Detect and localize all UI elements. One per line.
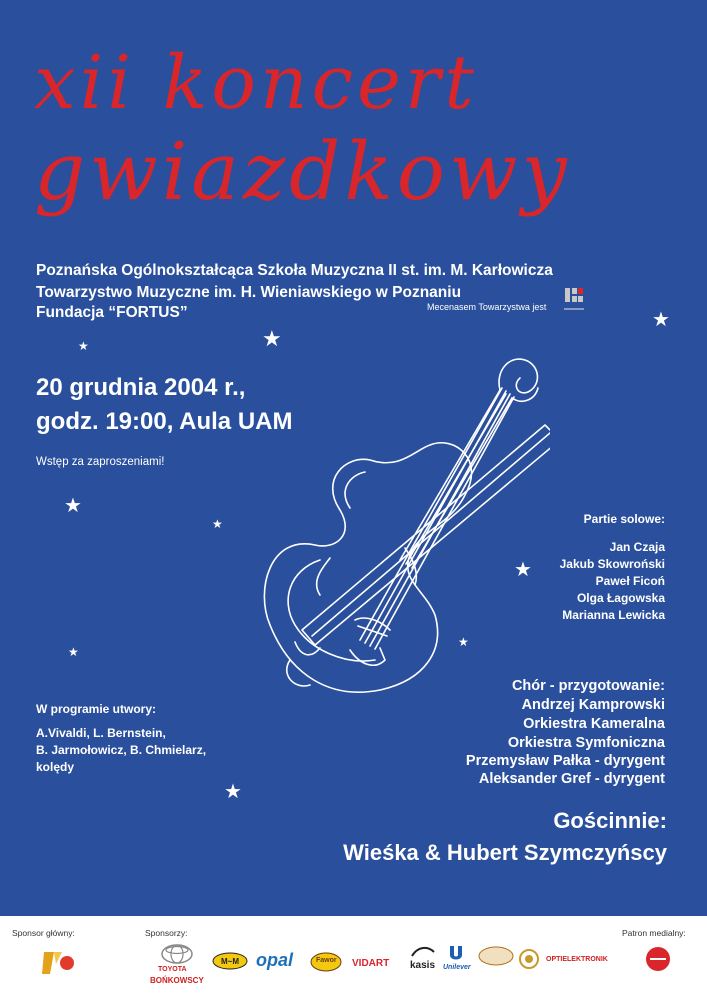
- mm-logo-icon: [212, 952, 248, 970]
- star-icon: ★: [458, 635, 469, 649]
- star-icon: ★: [64, 495, 82, 517]
- program-item: B. Jarmołowicz, B. Chmielarz,: [36, 743, 207, 757]
- toyota-logo-icon: [160, 944, 194, 964]
- optielektronik-logo: OPTIELEKTRONIK: [546, 956, 608, 963]
- performer-line: Andrzej Kamprowski: [521, 697, 665, 713]
- kasis-logo: kasis: [410, 960, 436, 971]
- soloist-item: Marianna Lewicka: [562, 608, 665, 622]
- violin-icon: [250, 326, 550, 730]
- svg-text:M~M: M~M: [221, 957, 239, 966]
- bonkowscy-logo: BOŃKOWSCY: [150, 976, 204, 985]
- soloists-heading: Partie solowe:: [583, 512, 665, 526]
- kulczyk-logo-icon: [564, 286, 584, 314]
- star-icon: ★: [68, 645, 79, 659]
- poster-title-line1: xii koncert: [34, 40, 478, 126]
- star-icon: ★: [78, 339, 89, 353]
- soloist-item: Paweł Ficoń: [595, 574, 665, 588]
- performer-line: Chór - przygotowanie:: [511, 678, 665, 694]
- sponsor-logo-icon: [478, 946, 514, 966]
- sponsors-label: Sponsorzy:: [145, 928, 188, 938]
- poster-title-line2: gwiazdkowy: [34, 125, 571, 218]
- star-icon: ★: [652, 309, 670, 331]
- performer-line: Orkiestra Symfoniczna: [507, 735, 665, 751]
- guests-names: Wieśka & Hubert Szymczyńscy: [343, 840, 667, 865]
- program-item: kolędy: [36, 760, 75, 774]
- radio-merkury-logo-icon: [638, 944, 678, 974]
- performer-line: Przemysław Pałka - dyrygent: [465, 753, 665, 769]
- star-icon: ★: [224, 781, 242, 803]
- vidart-logo: VIDART: [352, 958, 390, 969]
- star-icon: ★: [212, 517, 223, 531]
- program-item: A.Vivaldi, L. Bernstein,: [36, 726, 166, 740]
- unilever-logo-icon: [448, 944, 464, 962]
- optielektronik-logo-icon: [518, 948, 540, 970]
- concert-date: 20 grudnia 2004 r.,: [36, 374, 246, 401]
- unilever-logo: Unilever: [443, 964, 471, 971]
- main-sponsor-logo-icon: [40, 948, 76, 978]
- media-patron-label: Patron medialny:: [622, 928, 686, 938]
- organizer-society: Towarzystwo Muzyczne im. H. Wieniawskiego w Poznaniu: [36, 284, 462, 301]
- performer-line: Aleksander Gref - dyrygent: [478, 771, 665, 787]
- kasis-logo-icon: [410, 944, 436, 958]
- fawor-logo: Fawor: [316, 957, 337, 964]
- organizer-school: Poznańska Ogólnokształcąca Szkoła Muzyczna II st. im. M. Karłowicza: [36, 262, 553, 279]
- organizer-foundation: Fundacja “FORTUS”: [36, 304, 188, 321]
- star-icon: ★: [262, 326, 282, 351]
- soloist-item: Jan Czaja: [609, 540, 665, 554]
- entry-note: Wstęp za zaproszeniami!: [36, 456, 165, 468]
- soloist-item: Olga Łagowska: [576, 591, 665, 605]
- main-sponsor-label: Sponsor główny:: [12, 928, 75, 938]
- opal-logo: opal: [256, 950, 294, 970]
- concert-time-venue: godz. 19:00, Aula UAM: [36, 408, 293, 435]
- patron-note: Mecenasem Towarzystwa jest: [427, 302, 547, 312]
- program-heading: W programie utwory:: [36, 702, 157, 716]
- guests-heading: Gościnnie:: [553, 808, 667, 833]
- star-icon: ★: [514, 559, 532, 581]
- performer-line: Orkiestra Kameralna: [523, 716, 665, 732]
- toyota-logo: TOYOTA: [158, 966, 187, 973]
- soloist-item: Jakub Skowroński: [559, 557, 665, 571]
